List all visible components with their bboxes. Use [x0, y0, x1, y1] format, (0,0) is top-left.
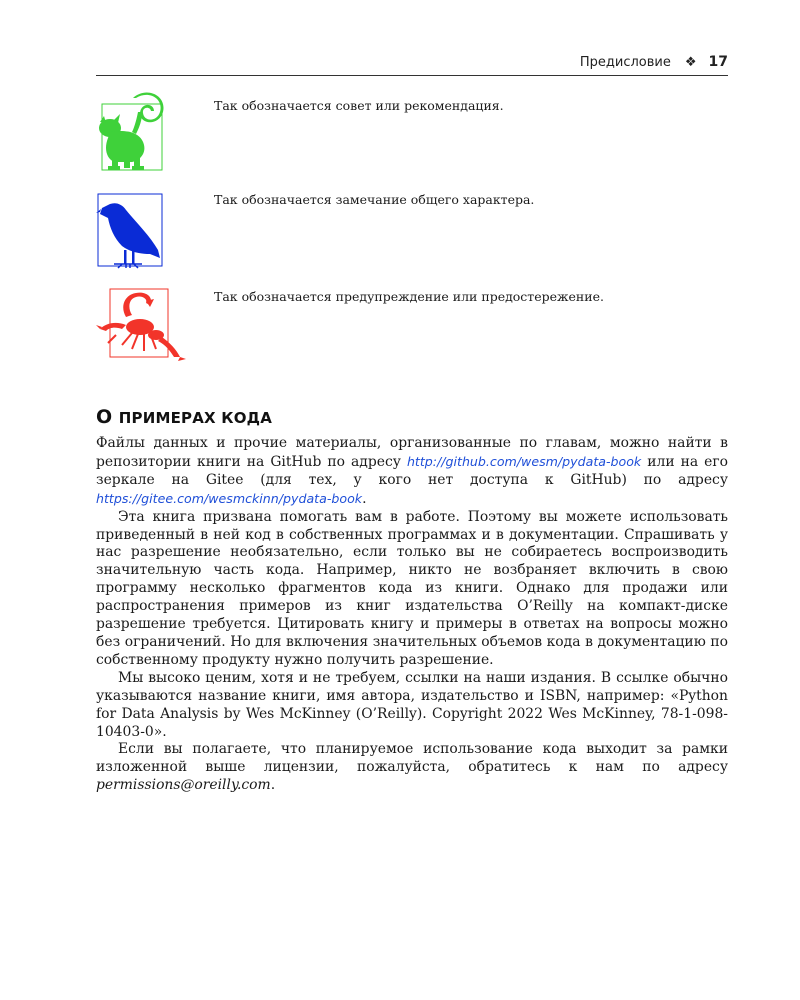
scorpion-icon: [96, 287, 186, 367]
lemur-icon: [96, 92, 168, 180]
note-caption: Так обозначается замечание общего характера.: [214, 192, 535, 207]
section-body: [96, 435, 728, 795]
gitee-link[interactable]: https://gitee.com/wesmckinn/pydata-book: [96, 490, 363, 506]
warning-caption: Так обозначается предупреждение или предостережение.: [214, 289, 604, 304]
github-link[interactable]: http://github.com/wesm/pydata-book: [406, 453, 642, 469]
header-separator: ❖: [684, 55, 697, 70]
paragraph-repo-text-c: .: [362, 490, 367, 507]
header-rule: [96, 75, 728, 76]
paragraph-permissions: [96, 741, 728, 795]
running-header: [96, 54, 728, 74]
paragraph-usage: Эта книга призвана помогать вам в работе. Поэтому вы можете использовать приведенный в ней код в собственных программах и в документации. Спрашивать у нас разрешение необязательно, если только вы не собираетесь воспроизводить значительную часть кода. Например, никто не возбраняет включить в свою программу несколько фрагментов кода из книги. Однако для продажи или распространения примеров из книг издательства O’Reilly на компакт-диске разрешение требуется. Цитировать книгу и примеры в ответах на вопросы можно без ограничений. Но для включения значительных объемов кода в документацию по собственному продукту нужно получить разрешение.: [96, 508, 728, 668]
section-title-rest: ПРИМЕРАХ КОДА: [118, 409, 273, 427]
paragraph-repo-text-a: Файлы данных и прочие материалы, организованные по главам, можно найти в репозитории книги на GitHub по адресу: [96, 435, 728, 470]
header-section-title: Предисловие: [579, 55, 671, 70]
section-title: [96, 406, 272, 428]
crow-icon: [96, 192, 168, 276]
tip-caption: Так обозначается совет или рекомендация.: [214, 98, 504, 113]
paragraph-attribution: Мы высоко ценим, хотя и не требуем, ссылки на наши издания. В ссылке обычно указываются название книги, имя автора, издательство и ISBN, например: «Python for Data Analysis by Wes McKinney (O’Reilly). Copyright 2022 Wes McKinney, 78-1-098-10403-0».: [96, 669, 728, 740]
paragraph-permissions-text-b: .: [270, 777, 276, 794]
paragraph-repo-text-b: или на его зеркале на Gitee (для тех, у кого нет доступа к GitHub) по адресу: [96, 453, 728, 488]
section-title-initial: О: [96, 406, 113, 428]
page-number: 17: [708, 54, 728, 70]
permissions-email[interactable]: permissions@oreilly.com: [96, 777, 271, 794]
paragraph-permissions-text-a: Если вы полагаете, что планируемое использование кода выходит за рамки изложенной выше лицензии, пожалуйста, обратитесь к нам по адресу: [96, 741, 728, 776]
paragraph-repo: [96, 435, 728, 509]
